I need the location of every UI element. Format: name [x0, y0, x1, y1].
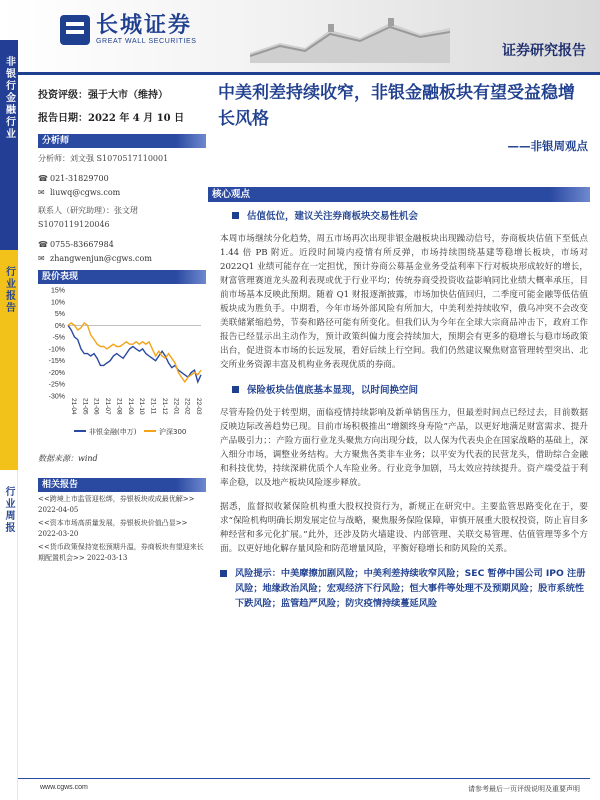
footer-rule: [18, 778, 590, 779]
contact-phone: ☎ 0755-83667984: [38, 238, 206, 252]
x-tick-label: 21-11: [149, 398, 157, 415]
x-tick-label: 22-03: [195, 398, 202, 415]
email-icon: ✉: [38, 254, 45, 263]
x-tick-label: 21-06: [92, 398, 100, 415]
core-view-body: [220, 208, 588, 611]
bullet-square-icon: [232, 212, 239, 219]
report-title: 中美利差持续收窄，非银金融板块有望受益稳增长风格: [218, 83, 575, 129]
legend-label: 非银金融(申万): [89, 428, 137, 436]
y-tick-label: -25%: [48, 381, 65, 389]
contact-person: 联系人（研究助理）：张文珺: [38, 206, 138, 215]
x-tick-label: 21-08: [115, 398, 123, 415]
series-line-2: [68, 323, 201, 382]
page-header: [0, 0, 600, 72]
bullet-square-icon: [220, 570, 227, 577]
series-line-1: [68, 325, 201, 382]
y-tick-label: -5%: [52, 334, 65, 342]
analyst-phone: ☎ 021-31829700: [38, 172, 206, 186]
footer-disclaimer: 请参考最后一页评级说明及重要声明: [468, 785, 580, 793]
y-tick-label: 10%: [50, 299, 65, 307]
logo-chinese-name: 长城证券: [96, 13, 193, 38]
x-tick-label: 21-12: [160, 398, 168, 415]
investment-rating: 投资评级：强于大市（维持）: [38, 90, 168, 101]
side-strip-weekly: 行业周报: [0, 470, 18, 800]
logo-english-name: GREAT WALL SECURITIES: [96, 38, 197, 45]
core-view-header: 核心观点: [208, 187, 590, 202]
section-heading-valuation: 估值低位，建议关注券商板块交易性机会: [232, 208, 588, 222]
bullet-square-icon: [232, 386, 239, 393]
contact-email[interactable]: ✉ zhangwenjun@cgws.com: [38, 252, 206, 266]
left-sidebar: [38, 80, 206, 564]
phone-icon: ☎: [38, 174, 48, 183]
report-type-label: 证券研究报告: [502, 43, 586, 59]
data-source: 数据来源：wind: [38, 454, 98, 463]
analyst-section-header: 分析师: [38, 134, 206, 148]
x-tick-label: 21-09: [126, 398, 134, 415]
y-tick-label: -30%: [48, 393, 65, 401]
y-tick-label: -10%: [48, 346, 65, 354]
risk-warning: 风险提示：中美摩擦加剧风险；中美利差持续收窄风险；SEC 暂停中国公司 IPO 注册风险；地缘政治风险；宏观经济下行风险；恒大事件等处理不及预期风险；股市系统性下跌风险；监管趋严风险；防灾疫情持续蔓延风险: [220, 566, 588, 611]
x-tick-label: 21-10: [138, 398, 146, 415]
great-wall-illustration: [250, 8, 450, 63]
x-tick-label: 21-04: [70, 398, 77, 415]
related-reports-header: 相关报告: [38, 478, 206, 492]
side-strip-industry: 非银行金融行业: [0, 40, 18, 250]
main-content: [218, 80, 588, 154]
y-tick-label: 0%: [54, 322, 65, 330]
y-tick-label: -20%: [48, 369, 65, 377]
report-subtitle: ——非银周观点: [507, 139, 588, 153]
header-rule: [0, 72, 600, 75]
related-report-1[interactable]: <<跨境上市监管迎松绑，券银板块或成最优解>> 2022-04-05: [38, 495, 195, 514]
side-strip-report: 行业报告: [0, 250, 18, 470]
stock-performance-chart: [38, 284, 206, 439]
related-report-2[interactable]: <<资本市场高质量发展，券银板块价值凸显>> 2022-03-20: [38, 519, 188, 538]
x-tick-label: 22-02: [183, 398, 191, 415]
y-tick-label: 5%: [54, 311, 65, 319]
y-tick-label: -15%: [48, 358, 65, 366]
stock-performance-header: 股价表现: [38, 270, 206, 284]
paragraph-regulation: 据悉，监督拟收紧保险机构重大股权投资行为，新规正在研究中。主要监管思路变化在于，要求“保险机构明确长期发展定位与战略，聚焦服务保险保障，审慎开展重大股权投资，防止盲目多种经营和多元化扩展。”此外，还涉及防火墙建设、内部管理、关联交易管理、估值管理等多个方面。以更好地化解存量风险和防范增量风险，平衡好稳增长和防风险的关系。: [220, 502, 588, 554]
contact-id: S1070119120046: [38, 220, 110, 229]
logo-mark-icon: [60, 15, 90, 45]
chart-svg: [38, 284, 206, 439]
legend-label: 沪深300: [159, 428, 187, 436]
analyst-name: 分析师：刘文强 S1070517110001: [38, 154, 169, 163]
analyst-email[interactable]: ✉ liuwq@cgws.com: [38, 186, 206, 200]
y-tick-label: 15%: [50, 287, 65, 295]
report-date: 报告日期：2022 年 4 月 10 日: [38, 113, 185, 124]
paragraph-insurance: 尽管寿险仍处于转型期，面临疫情持续影响及新单销售压力，但最差时间点已经过去，目前数据反映边际改善趋势已现。目前市场积极推出“增额终身寿险”产品，以更好地满足财富需求、提升产品吸引力；：产险方面行业龙头聚焦方向出现分歧，以人保为代表央企在国家战略的基础上，深入细分市场，调整业务结构。大方聚焦各类非车业务；以平安为代表的民营龙头，借助综合金融和科技优势，持续深耕优质个人车险业务。行业竞争加剧，马太效应持续提升。资产端受益于利率企稳，以及地产板块风险逐步释放。: [220, 408, 588, 488]
x-tick-label: 21-07: [104, 398, 112, 415]
footer-url[interactable]: www.cgws.com: [40, 784, 88, 791]
phone-icon: ☎: [38, 240, 48, 249]
x-tick-label: 21-05: [81, 398, 89, 415]
paragraph-valuation: 本周市场继续分化趋势，周五市场再次出现非银金融板块出现躁动信号，券商板块估值下至低点 1.44 倍 PB 附近。近段时间境内疫情有所反弹，市场持续围绕基建等稳增长板块，市场对 2022Q1 业绩可能存在一定担忧，预计券商公募基金业务受益利率下行对板块形成较好的增长，财富管理赛道龙头盈利表现或优于行业平均；传统券商受投资收益影响同比业绩大概率承压，目前市场基本反映此预期。随着 Q1 财报逐渐披露，市场加快估值回归，二季度可能金融等低估值板块成为胜负手。中期看，今年市场外部风险有所加大，中美利差持续收窄，俄乌冲突不会改变美联储紧缩趋势，节奏和路径可能有所变化。但我们认为今年在全球大宗商品冲击下，政府工作报告已经显示出主动作为，预计政策纠偏力度会持续加大，预期会有更多的稳增长与稳市场政策出台，促进资本市场的长远发展，看好后续上行空间。我们仍然建议聚焦财富管理转型突出、北交所业务资源丰富及机构业务表现优质的券商。: [220, 234, 588, 370]
x-tick-label: 22-01: [172, 398, 180, 415]
related-report-3[interactable]: <<货币政策保持宽松预期升温，券商板块有望迎来长期配置机会>> 2022-03-13: [38, 543, 204, 562]
email-icon: ✉: [38, 188, 45, 197]
section-heading-insurance: 保险板块估值底基本显现，以时间换空间: [232, 382, 588, 396]
company-logo: [60, 14, 197, 45]
